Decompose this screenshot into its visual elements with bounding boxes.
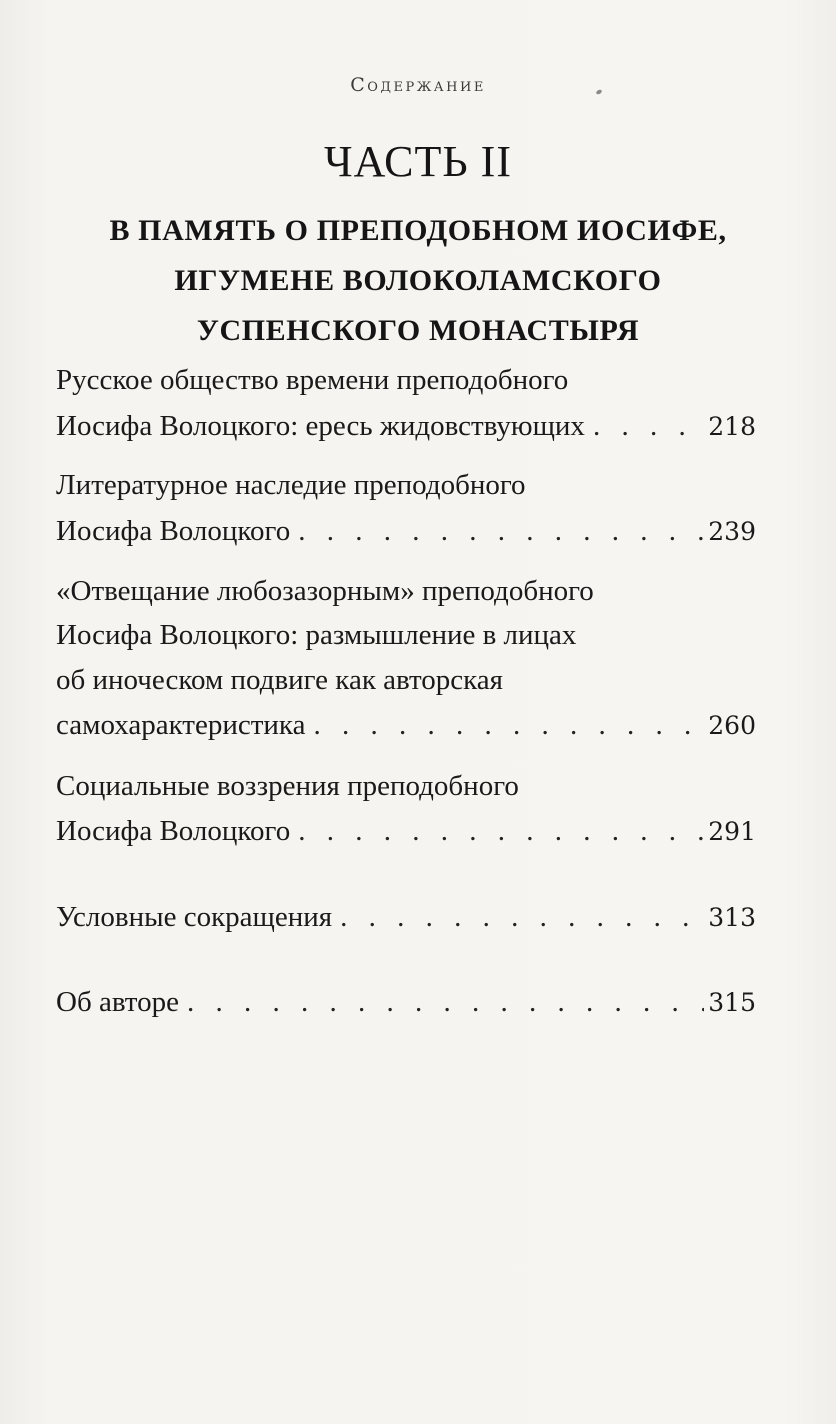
dot-leader <box>585 406 704 446</box>
toc-entry-line: Литературное наследие преподобного <box>56 469 526 501</box>
page-number: 239 <box>708 517 756 546</box>
toc-entry-line: Иосифа Волоцкого: ересь жидовствующих . . . 218 <box>56 406 756 446</box>
dot-leader <box>290 811 704 851</box>
page-number: 315 <box>708 988 756 1017</box>
page-number: 218 <box>708 412 756 441</box>
section-title-line: УСПЕНСКОГО МОНАСТЫРЯ <box>196 314 640 347</box>
page-number: 291 <box>708 817 756 846</box>
dot-leader <box>332 897 704 937</box>
toc-entry-line: самохарактеристика . . . 260 <box>56 705 756 745</box>
toc-entry-line: Русское общество времени преподобного <box>56 364 569 396</box>
page-number: 313 <box>708 903 756 932</box>
toc-entry-line: Условные сокращения . . . 313 <box>56 897 756 937</box>
toc-entry-line: об иноческом подвиге как авторская <box>56 664 504 696</box>
toc-entry-line: «Отвещание любозазорным» преподобного <box>56 575 594 607</box>
running-head: Содержание <box>350 74 486 96</box>
toc-entry-line: Иосифа Волоцкого: размышление в лицах <box>56 619 577 651</box>
dot-leader <box>305 705 704 745</box>
toc-entry-line: Иосифа Волоцкого . . . 291 <box>56 811 756 851</box>
toc-entry-line: Социальные воззрения преподобного <box>56 770 519 802</box>
section-title <box>60 206 776 356</box>
page-number: 260 <box>708 711 756 740</box>
dot-leader <box>290 511 704 551</box>
toc-entry-line: Об авторе . . . 315 <box>56 982 756 1022</box>
section-title-line: ИГУМЕНЕ ВОЛОКОЛАМСКОГО <box>174 264 662 297</box>
part-title: ЧАСТЬ II <box>324 137 512 186</box>
toc-entry-line: Иосифа Волоцкого . . . 239 <box>56 511 756 551</box>
dot-leader <box>179 982 704 1022</box>
section-title-line: В ПАМЯТЬ О ПРЕПОДОБНОМ ИОСИФЕ, <box>109 214 727 247</box>
